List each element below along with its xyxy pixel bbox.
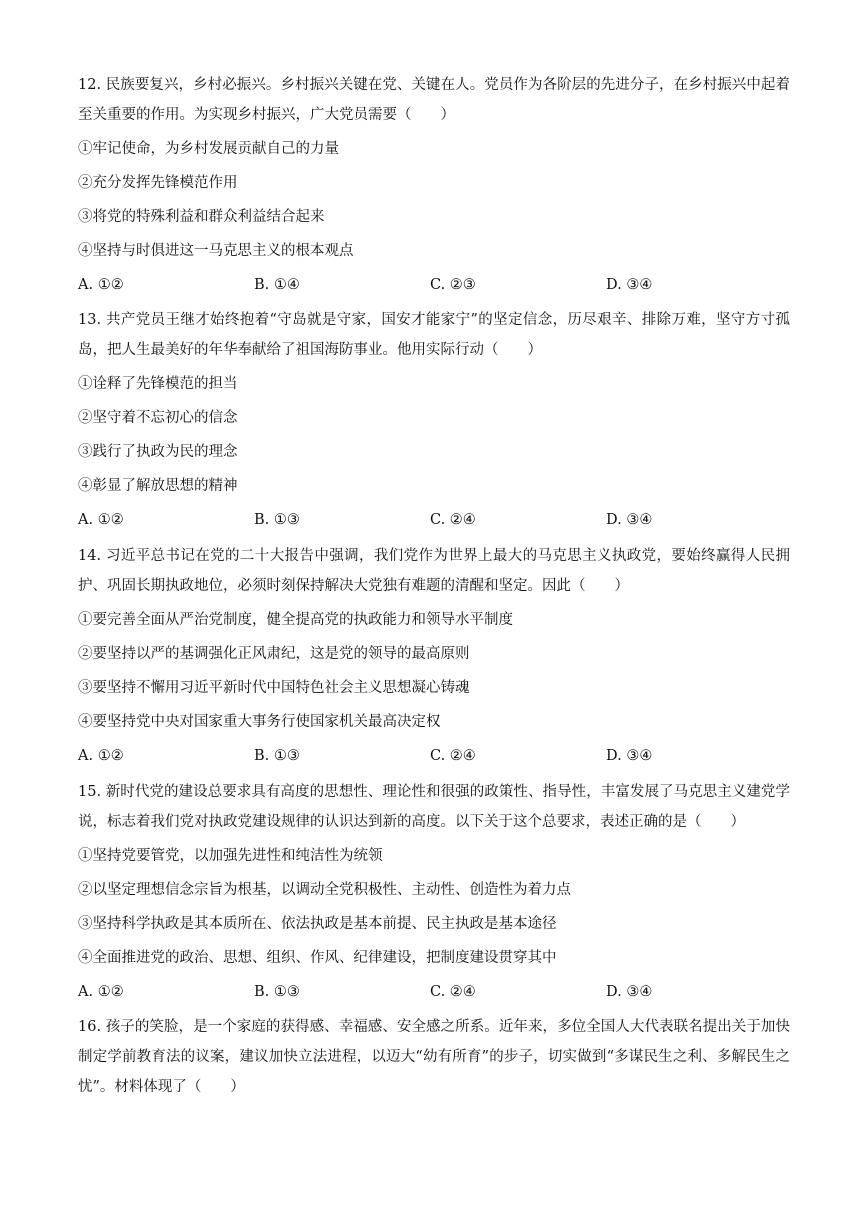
question-16 [78, 1012, 790, 1102]
question-stem: 16. 孩子的笑脸，是一个家庭的获得感、幸福感、安全感之所系。近年来，多位全国人大代表联名提出关于加快制定学前教育法的议案，建议加快立法进程，以迈大“幼有所育”的步子，切实做到“多谋民生之利、多解民生之忧”。材料体现了（ ） [78, 1019, 790, 1095]
choice-a[interactable]: A. ①② [78, 748, 124, 764]
choice-c[interactable]: C. ②④ [430, 748, 476, 764]
choice-b[interactable]: B. ①③ [254, 512, 300, 528]
statement-option: ③要坚持不懈用习近平新时代中国特色社会主义思想凝心铸魂 [78, 680, 470, 696]
choice-d[interactable]: D. ③④ [606, 277, 653, 293]
question-stem: 13. 共产党员王继才始终抱着“守岛就是守家，国安才能家宁”的坚定信念，历尽艰辛、排除万难，坚守方寸孤岛，把人生最美好的年华奉献给了祖国海防事业。他用实际行动（ ） [78, 312, 790, 358]
statement-option: ③践行了执政为民的理念 [78, 444, 238, 460]
question-12 [78, 70, 790, 302]
choice-c[interactable]: C. ②③ [430, 277, 476, 293]
question-stem: 12. 民族要复兴，乡村必振兴。乡村振兴关键在党、关键在人。党员作为各阶层的先进分子，在乡村振兴中起着至关重要的作用。为实现乡村振兴，广大党员需要（ ） [78, 77, 790, 123]
answer-choices [78, 975, 790, 1009]
statement-option: ②充分发挥先锋模范作用 [78, 175, 238, 191]
statement-option: ④坚持与时俱进这一马克思主义的根本观点 [78, 243, 354, 259]
answer-choices [78, 503, 790, 537]
question-14 [78, 541, 790, 773]
choice-d[interactable]: D. ③④ [606, 748, 653, 764]
question-stem: 14. 习近平总书记在党的二十大报告中强调，我们党作为世界上最大的马克思主义执政党，要始终赢得人民拥护、巩固长期执政地位，必须时刻保持解决大党独有难题的清醒和坚定。因此（ ） [78, 548, 790, 594]
statement-option: ①坚持党要管党，以加强先进性和纯洁性为统领 [78, 848, 383, 864]
question-13 [78, 305, 790, 537]
question-15 [78, 777, 790, 1009]
statement-option: ④彰显了解放思想的精神 [78, 478, 238, 494]
statement-option: ①牢记使命，为乡村发展贡献自己的力量 [78, 141, 339, 157]
choice-a[interactable]: A. ①② [78, 512, 124, 528]
answer-choices [78, 268, 790, 302]
choice-c[interactable]: C. ②④ [430, 512, 476, 528]
statement-option: ④全面推进党的政治、思想、组织、作风、纪律建设，把制度建设贯穿其中 [78, 950, 557, 966]
answer-choices [78, 739, 790, 773]
choice-d[interactable]: D. ③④ [606, 512, 653, 528]
statement-option: ②要坚持以严的基调强化正风肃纪，这是党的领导的最高原则 [78, 646, 470, 662]
choice-b[interactable]: B. ①④ [254, 277, 300, 293]
choice-a[interactable]: A. ①② [78, 984, 124, 1000]
statement-option: ④要坚持党中央对国家重大事务行使国家机关最高决定权 [78, 714, 441, 730]
question-stem: 15. 新时代党的建设总要求具有高度的思想性、理论性和很强的政策性、指导性，丰富发展了马克思主义建党学说，标志着我们党对执政党建设规律的认识达到新的高度。以下关于这个总要求，表述正确的是（ ） [78, 784, 790, 830]
choice-c[interactable]: C. ②④ [430, 984, 476, 1000]
choice-b[interactable]: B. ①③ [254, 984, 300, 1000]
statement-option: ①诠释了先锋模范的担当 [78, 376, 238, 392]
choice-d[interactable]: D. ③④ [606, 984, 653, 1000]
statement-option: ③坚持科学执政是其本质所在、依法执政是基本前提、民主执政是基本途径 [78, 916, 557, 932]
statement-option: ②以坚定理想信念宗旨为根基，以调动全党积极性、主动性、创造性为着力点 [78, 882, 571, 898]
statement-option: ①要完善全面从严治党制度，健全提高党的执政能力和领导水平制度 [78, 612, 513, 628]
choice-b[interactable]: B. ①③ [254, 748, 300, 764]
statement-option: ②坚守着不忘初心的信念 [78, 410, 238, 426]
choice-a[interactable]: A. ①② [78, 277, 124, 293]
statement-option: ③将党的特殊利益和群众利益结合起来 [78, 209, 325, 225]
